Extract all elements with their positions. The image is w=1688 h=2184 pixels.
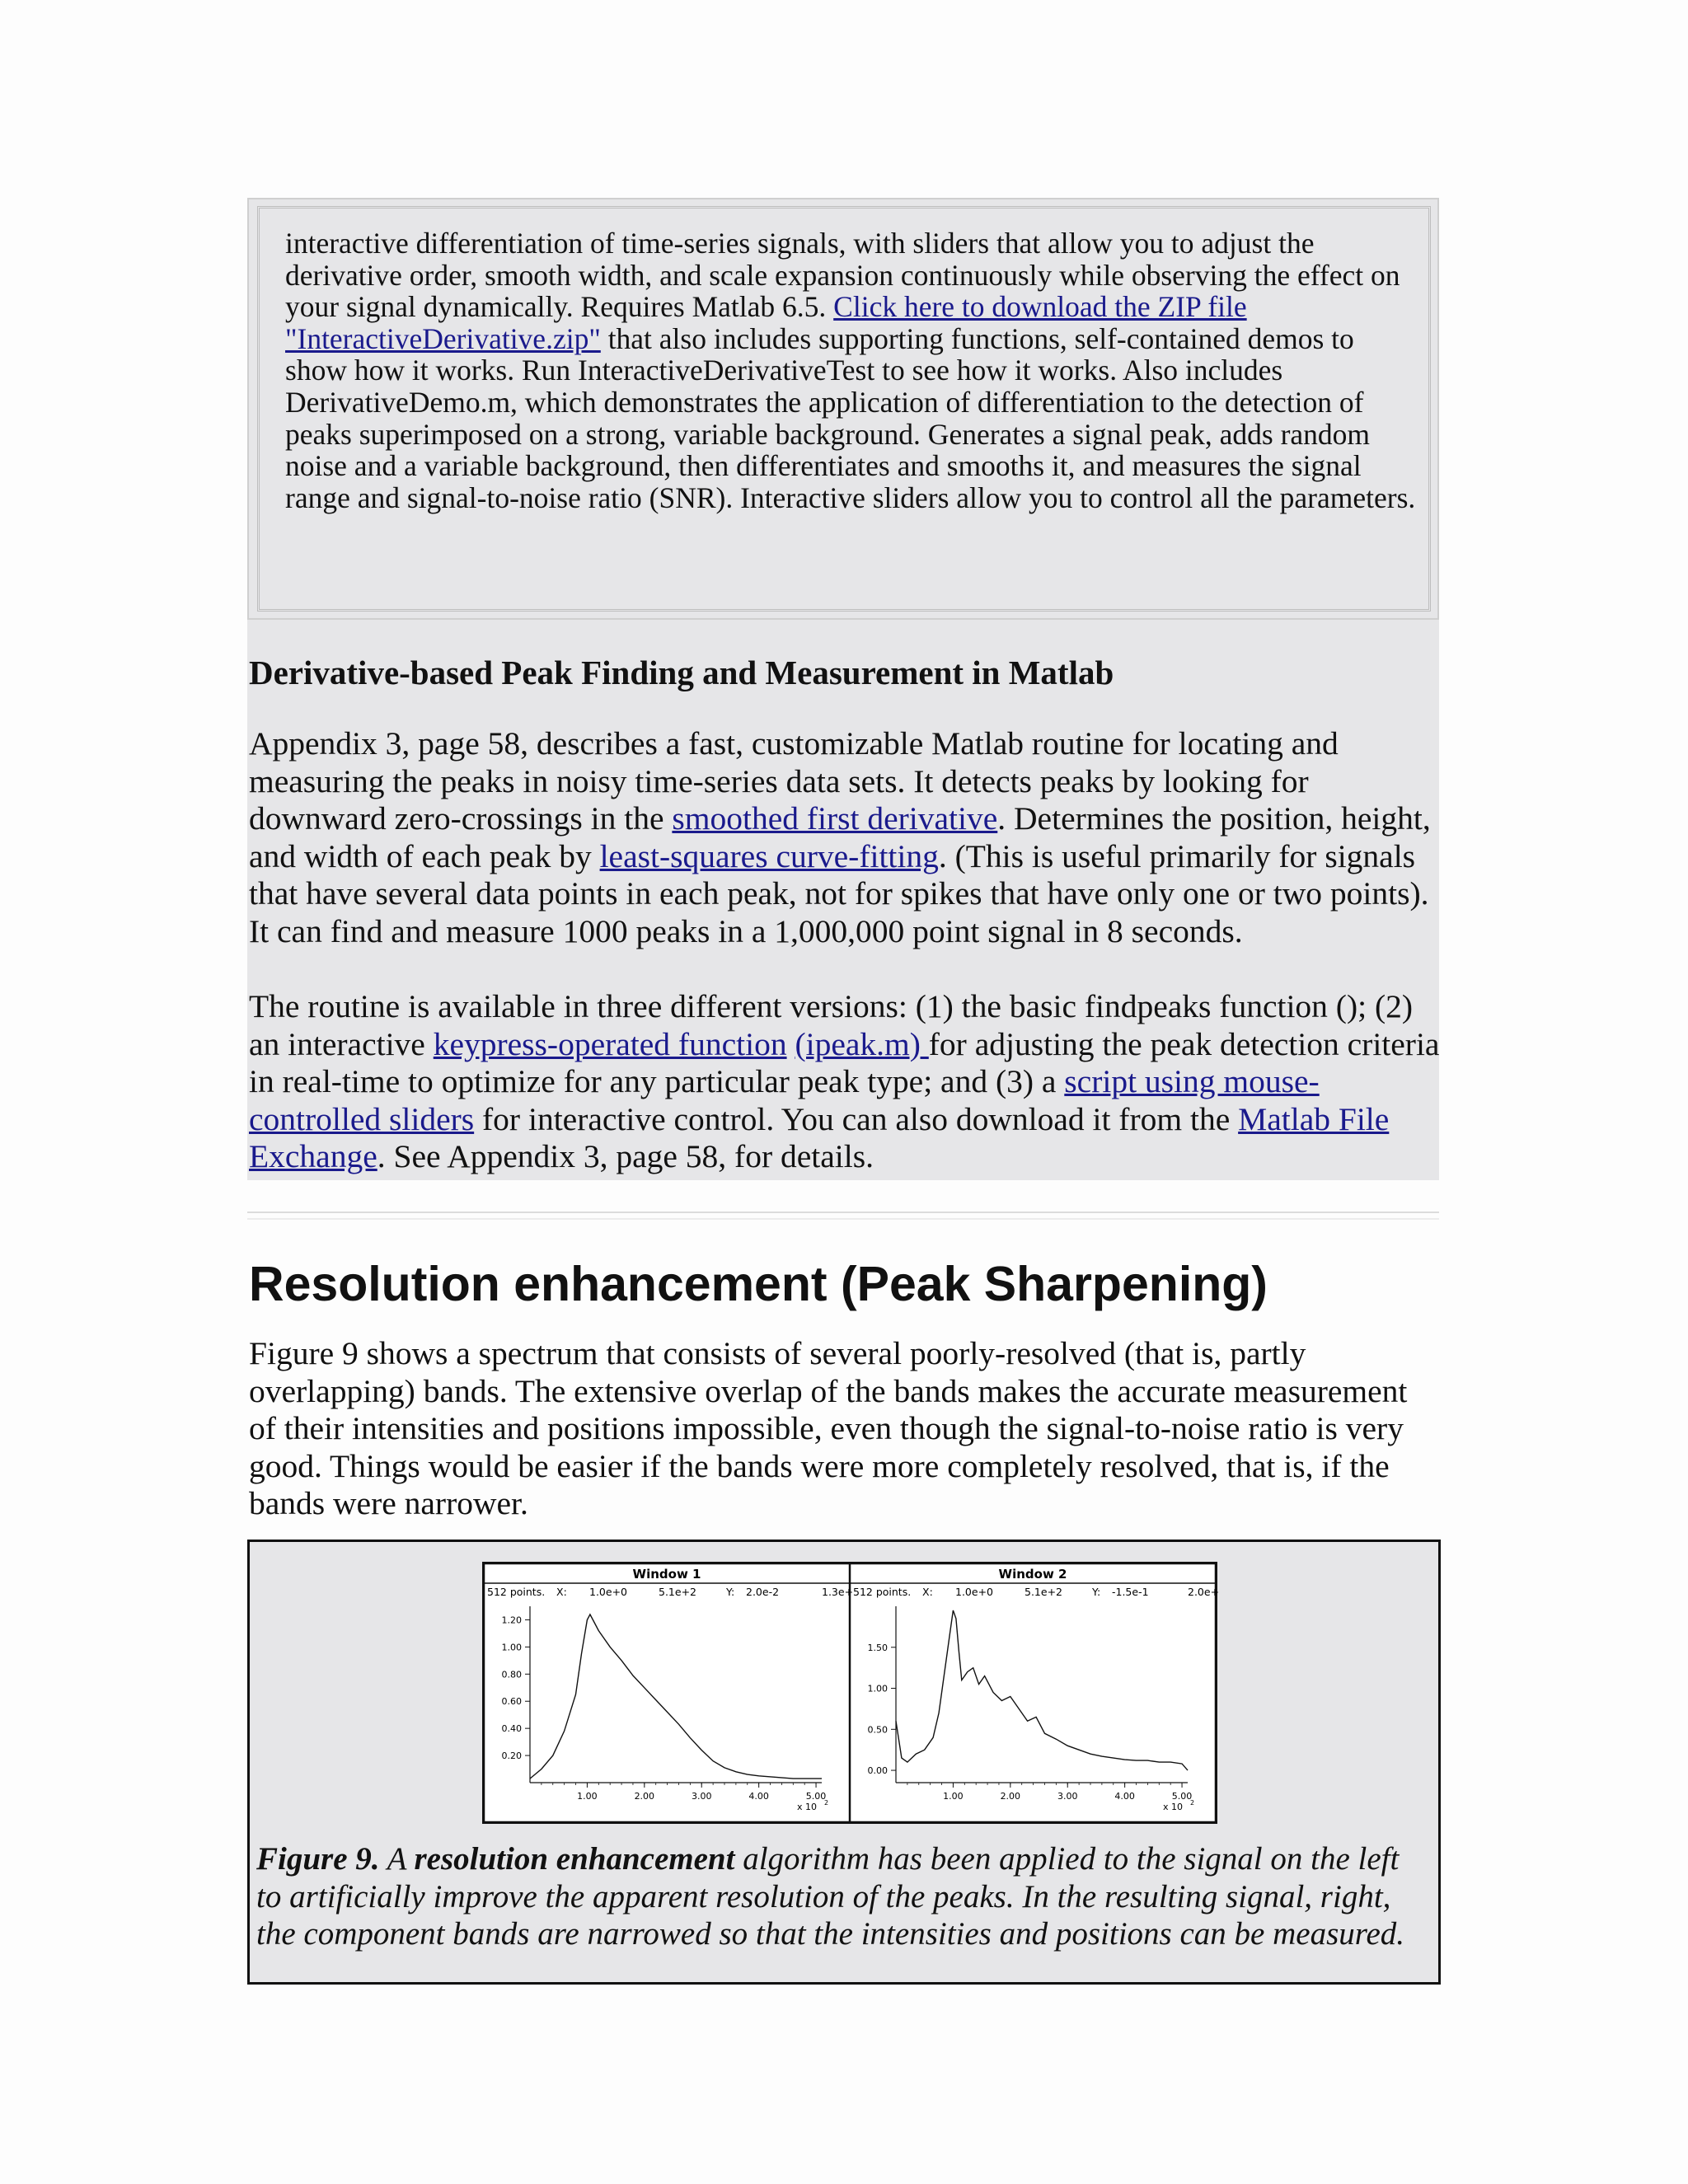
figure-9-plots — [482, 1562, 1220, 1824]
window-2-y-tick-label: 1.00 — [867, 1683, 888, 1694]
window-2-status-y-label: Y: — [1092, 1586, 1101, 1598]
resolution-heading: Resolution enhancement (Peak Sharpening) — [249, 1257, 1268, 1311]
window-2-y-tick-label: 0.00 — [867, 1765, 888, 1777]
window-2-x-tick-label: 3.00 — [1057, 1791, 1078, 1802]
window-1-status-x-to: 5.1e+2 — [659, 1586, 696, 1598]
window-2-status-y-from: -1.5e-1 — [1112, 1586, 1149, 1598]
window-2-status-x-to: 5.1e+2 — [1025, 1586, 1062, 1598]
window-1-status-y-to: 1.3e+ — [822, 1586, 854, 1598]
download-info-box — [247, 198, 1439, 620]
window-2-x-multiplier-exp: 2 — [1190, 1799, 1195, 1807]
caption-label: Figure 9. — [256, 1841, 380, 1877]
window-2-title: Window 2 — [998, 1567, 1067, 1582]
window-2-status-y-to: 2.0e+ — [1188, 1586, 1220, 1598]
window-1-status-points: 512 points. — [487, 1586, 546, 1598]
least-squares-link[interactable]: least-squares curve-fitting — [599, 837, 939, 874]
peak-finding-paragraph-2: The routine is available in three different versions: (1) the basic findpeaks function (); (2) an interactive keypress-operated function (ipeak.m) for adjusting the peak detection criteria in real-time to optimize for any particular peak type; and (3) a script using mouse-controlled sliders for interactive control. You can also download it from the Matlab File Exchange. See Appendix 3, page 58, for details. — [249, 988, 1440, 1175]
section-divider — [247, 1212, 1439, 1220]
window-1-x-tick-label: 1.00 — [577, 1791, 598, 1802]
window-1-y-tick-label: 0.80 — [501, 1669, 522, 1680]
window-1-x-tick-label: 4.00 — [748, 1791, 769, 1802]
window-1-y-tick-label: 0.60 — [501, 1696, 522, 1708]
ipeak-link[interactable]: (ipeak.m) — [795, 1025, 929, 1062]
box-text — [285, 227, 1423, 513]
window-1-status-y-label: Y: — [726, 1586, 735, 1598]
window-1-status-y-from: 2.0e-2 — [746, 1586, 780, 1598]
window-2-series-line — [896, 1610, 1188, 1770]
keypress-function-link[interactable]: keypress-operated function — [433, 1025, 787, 1062]
window-1-x-tick-label: 2.00 — [634, 1791, 655, 1802]
window-1-status-x-label: X: — [556, 1586, 567, 1598]
figure-9-svg — [484, 1563, 1220, 1822]
slider-script-link[interactable]: script using mouse-controlled sliders — [249, 1063, 1320, 1137]
window-1-x-tick-label: 5.00 — [805, 1791, 827, 1802]
window-1-y-tick-label: 1.20 — [501, 1615, 522, 1626]
window-1-y-tick-label: 0.20 — [501, 1750, 522, 1762]
peak-finding-paragraph-1: Appendix 3, page 58, describes a fast, customizable Matlab routine for locating and measuring the peaks in noisy time-series data sets. It detects peaks by looking for downward zero-crossings in the smoothed first derivative. Determines the position, height, and width of each peak by least-squares curve-fitting. (This is useful primarily for signals that have several data points in each peak, not for spikes that have only one or two points). It can find and measure 1000 peaks in a 1,000,000 point signal in 8 seconds. — [249, 725, 1431, 949]
peak-finding-heading: Derivative-based Peak Finding and Measurement in Matlab — [249, 654, 1114, 691]
box-text-2: that also includes supporting functions, self-contained demos to show how it works. Run InteractiveDerivativeTest to see how it works. Also includes DerivativeDemo.m, which demonstrates the application of differentiation to the detection of peaks superimposed on a strong, variable background. Generates a signal peak, adds random noise and a variable background, then differentiates and smooths it, and measures the signal range and signal-to-noise ratio (SNR). Interactive sliders allow you to control all the parameters. — [285, 321, 1416, 514]
window-1-series-line — [530, 1615, 822, 1779]
window-1-x-multiplier-exp: 2 — [824, 1799, 829, 1807]
window-2-status-x-label: X: — [922, 1586, 933, 1598]
window-2-y-tick-label: 1.50 — [867, 1642, 888, 1653]
window-2-x-tick-label: 2.00 — [1000, 1791, 1021, 1802]
download-zip-link[interactable]: Click here to download the ZIP file "InteractiveDerivative.zip" — [285, 290, 1247, 355]
window-1-title: Window 1 — [632, 1567, 701, 1582]
window-2-x-multiplier: x 10 — [1162, 1802, 1184, 1812]
window-2-x-tick-label: 1.00 — [943, 1791, 964, 1802]
window-2-y-tick-label: 0.50 — [867, 1724, 888, 1736]
figure-9-caption: Figure 9. A resolution enhancement algorithm has been applied to the signal on the left to artificially improve the apparent resolution of the peaks. In the resulting signal, right, the component bands are narrowed so that the intensities and positions can be measured. — [256, 1841, 1405, 1952]
window-1-y-tick-label: 0.40 — [501, 1723, 522, 1735]
window-1-x-tick-label: 3.00 — [691, 1791, 712, 1802]
window-2-status-points: 512 points. — [853, 1586, 912, 1598]
box-text-1: interactive differentiation of time-series signals, with sliders that allow you to adjust the derivative order, smooth width, and scale expansion continuously while observing the effect on your signal dynamically. Requires Matlab 6.5. — [285, 227, 1400, 324]
file-exchange-link[interactable]: Matlab File Exchange — [249, 1100, 1390, 1175]
smoothed-first-derivative-link[interactable]: smoothed first derivative — [672, 800, 998, 837]
window-1-y-tick-label: 1.00 — [501, 1642, 522, 1653]
resolution-paragraph: Figure 9 shows a spectrum that consists of several poorly-resolved (that is, partly overlapping) bands. The extensive overlap of the bands makes the accurate measurement of their intensities and positions impossible, even though the signal-to-noise ratio is very good. Things would be easier if the bands were more completely resolved, that is, if the bands were narrower. — [249, 1335, 1408, 1522]
window-2-x-tick-label: 5.00 — [1171, 1791, 1193, 1802]
window-2-status-x-from: 1.0e+0 — [955, 1586, 993, 1598]
window-2-x-tick-label: 4.00 — [1114, 1791, 1135, 1802]
caption-bold-term: resolution enhancement — [414, 1841, 735, 1877]
window-1-status-x-from: 1.0e+0 — [589, 1586, 627, 1598]
figure-9-box — [247, 1540, 1441, 1985]
window-1-x-multiplier: x 10 — [796, 1802, 818, 1812]
